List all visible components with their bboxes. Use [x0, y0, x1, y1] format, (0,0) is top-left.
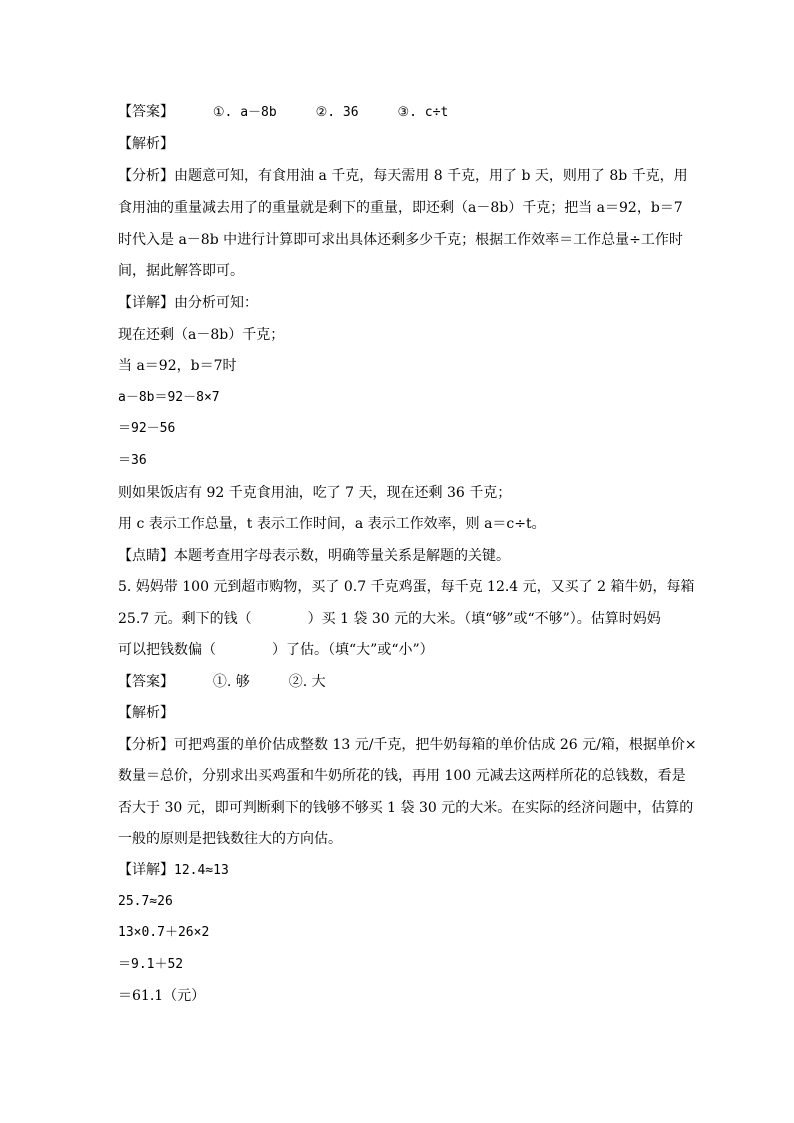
question-5-line-2: 25.7 元。剩下的钱（ ）买 1 袋 30 元的大米。（填“够”或“不够”）。估算时妈妈	[118, 611, 661, 627]
q5-detail-line-5: ＝61.1（元）	[118, 988, 206, 1004]
detail-line-4: a－8b＝92－8×7	[118, 390, 220, 405]
q5-detail-line-2: 25.7≈26	[118, 894, 173, 909]
detail-text: 由分析可知：	[174, 295, 258, 311]
detail-line-2: 现在还剩（a－8b）千克；	[118, 327, 285, 343]
q5-detail-line-1	[118, 860, 229, 881]
answer-row	[118, 102, 448, 123]
detail-line-1	[118, 293, 258, 313]
q5-analysis-line-3: 否大于 30 元，即可判断剩下的钱够不够买 1 袋 30 元的大米。在实际的经济问题中，估算的	[118, 800, 694, 816]
analysis-line-4: 间，据此解答即可。	[118, 263, 244, 279]
answer-label: 【答案】	[118, 104, 174, 120]
analysis-heading: 【解析】	[118, 136, 174, 152]
q5-detail-text: 12.4≈13	[174, 863, 229, 878]
q5-detail-line-3: 13×0.7＋26×2	[118, 925, 210, 940]
q5-analysis-line-1	[118, 735, 697, 755]
analysis-line-3: 时代入是 a－8b 中进行计算即可求出具体还剩多少千克；根据工作效率＝工作总量÷工作时	[118, 232, 683, 248]
question-5-line-3: 可以把钱数偏（ ）了估。（填“大”或“小”）	[118, 642, 434, 658]
q5-answer-label: 【答案】	[118, 674, 174, 690]
detail-line-3: 当 a＝92，b＝7时	[118, 358, 237, 374]
answer-item-1: ①. a－8b	[212, 105, 277, 120]
detail-label: 【详解】	[118, 295, 174, 311]
answer-item-2: ②. 36	[315, 105, 359, 120]
analysis-text: 由题意可知，有食用油 a 千克，每天需用 8 千克，用了 b 天，则用了 8b 千克，用	[174, 168, 688, 184]
analysis-line-2: 食用油的重量减去用了的重量就是剩下的重量，即还剩（a－8b）千克；把当 a＝92，b＝7	[118, 200, 683, 216]
q5-analysis-line-4: 一般的原则是把钱数往大的方向估。	[118, 831, 342, 847]
q5-analysis-label: 【分析】	[118, 737, 174, 753]
q5-answer-item-2: ②. 大	[288, 674, 326, 690]
detail-line-6: ＝36	[118, 453, 147, 468]
q5-detail-line-4: ＝9.1＋52	[118, 957, 184, 972]
q5-analysis-heading: 【解析】	[118, 705, 174, 721]
comment-label: 【点睛】	[118, 548, 174, 564]
q5-answer-row	[118, 672, 326, 692]
q5-analysis-line-2: 数量＝总价，分别求出买鸡蛋和牛奶所花的钱，再用 100 元减去这两样所花的总钱数，看是	[118, 768, 686, 784]
answer-item-3: ③. c÷t	[397, 105, 449, 120]
detail-line-5: ＝92－56	[118, 421, 176, 436]
q5-analysis-text: 可把鸡蛋的单价估成整数 13 元/千克，把牛奶每箱的单价估成 26 元/箱，根据单价×	[174, 737, 697, 753]
q5-detail-label: 【详解】	[118, 862, 174, 878]
analysis-label: 【分析】	[118, 168, 174, 184]
question-5-line-1: 5. 妈妈带 100 元到超市购物，买了 0.7 千克鸡蛋，每千克 12.4 元，又买了 2 箱牛奶，每箱	[118, 579, 695, 595]
comment-line	[118, 546, 510, 566]
detail-line-8: 用 c 表示工作总量，t 表示工作时间，a 表示工作效率，则 a＝c÷t。	[118, 516, 546, 532]
comment-text: 本题考查用字母表示数，明确等量关系是解题的关键。	[174, 548, 510, 564]
detail-line-7: 则如果饭店有 92 千克食用油，吃了 7 天，现在还剩 36 千克；	[118, 485, 512, 501]
q5-answer-item-1: ①. 够	[212, 674, 250, 690]
analysis-line-1	[118, 166, 688, 186]
